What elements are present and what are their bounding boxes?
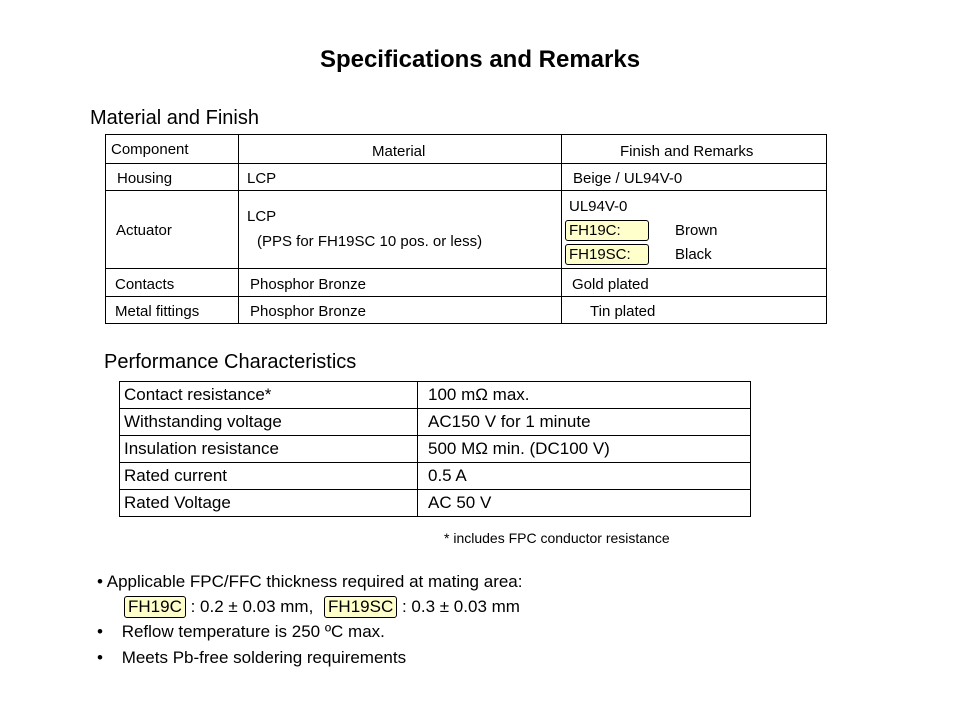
column-divider: [417, 382, 418, 408]
thickness-values: [124, 596, 520, 618]
perf-label: Contact resistance*: [124, 385, 272, 404]
column-divider: [417, 490, 418, 517]
table-row: [120, 490, 750, 517]
table-header-row: [106, 135, 826, 164]
component-actuator: Actuator: [116, 222, 172, 239]
finish-housing: Beige / UL94V-0: [573, 170, 683, 187]
bullet-icon: •: [97, 648, 103, 667]
pbfree-text: Meets Pb-free soldering requirements: [121, 648, 407, 667]
perf-label: Withstanding voltage: [124, 412, 282, 431]
column-divider: [417, 463, 418, 489]
page-title: Specifications and Remarks: [319, 46, 641, 73]
finish-contacts: Gold plated: [572, 276, 649, 293]
perf-value: 100 mΩ max.: [428, 385, 530, 404]
component-contacts: Contacts: [115, 276, 175, 293]
variant-fh19sc-color: Black: [675, 246, 712, 263]
variant-fh19c-color: Brown: [675, 222, 718, 239]
material-actuator-note: (PPS for FH19SC 10 pos. or less): [257, 233, 483, 250]
performance-footnote: * includes FPC conductor resistance: [444, 530, 670, 546]
perf-label: Insulation resistance: [124, 439, 279, 458]
variant-fh19c: [565, 220, 649, 241]
fh19sc-thickness: : 0.3 ± 0.03 mm: [401, 597, 520, 616]
table-row: [106, 191, 826, 269]
header-component: Component: [111, 141, 189, 158]
performance-heading: Performance Characteristics: [104, 351, 357, 373]
perf-value: AC 50 V: [428, 493, 492, 512]
variant-fh19sc: [565, 244, 649, 265]
perf-value: 500 MΩ min. (DC100 V): [428, 439, 610, 458]
component-housing: Housing: [117, 170, 173, 187]
material-metal-fittings: Phosphor Bronze: [250, 303, 366, 320]
material-table: [105, 134, 827, 324]
material-actuator: LCP: [247, 208, 277, 225]
column-divider: [417, 409, 418, 435]
table-row: [120, 409, 750, 436]
bullet-reflow: [97, 622, 385, 642]
perf-value: AC150 V for 1 minute: [428, 412, 591, 431]
header-material: Material: [372, 143, 426, 160]
table-row: [120, 382, 750, 409]
fh19sc-tag: FH19SC: [324, 596, 397, 618]
perf-label: Rated Voltage: [124, 493, 231, 512]
column-divider: [417, 436, 418, 462]
material-housing: LCP: [247, 170, 277, 187]
header-finish: Finish and Remarks: [620, 143, 754, 160]
perf-label: Rated current: [124, 466, 227, 485]
component-metal-fittings: Metal fittings: [115, 303, 200, 320]
table-row: [120, 436, 750, 463]
table-row: [106, 164, 826, 191]
material-heading: Material and Finish: [90, 107, 259, 129]
bullet-icon: •: [97, 572, 103, 591]
bullet-pbfree: [97, 648, 406, 668]
variant-fh19sc-tag: FH19SC:: [565, 244, 649, 265]
finish-actuator: UL94V-0: [569, 198, 628, 215]
table-row: [120, 463, 750, 490]
bullet-icon: •: [97, 622, 103, 641]
table-row: [106, 297, 826, 323]
fh19c-thickness: : 0.2 ± 0.03 mm,: [185, 597, 314, 616]
thickness-label: Applicable FPC/FFC thickness required at mating area:: [106, 572, 523, 591]
bullet-thickness: [97, 572, 523, 592]
performance-table: [119, 381, 751, 517]
variant-fh19c-tag: FH19C:: [565, 220, 649, 241]
table-row: [106, 269, 826, 297]
reflow-text: Reflow temperature is 250 ºC max.: [121, 622, 385, 641]
material-contacts: Phosphor Bronze: [250, 276, 366, 293]
finish-metal-fittings: Tin plated: [590, 303, 656, 320]
fh19c-tag: FH19C: [124, 596, 186, 618]
perf-value: 0.5 A: [428, 466, 467, 485]
